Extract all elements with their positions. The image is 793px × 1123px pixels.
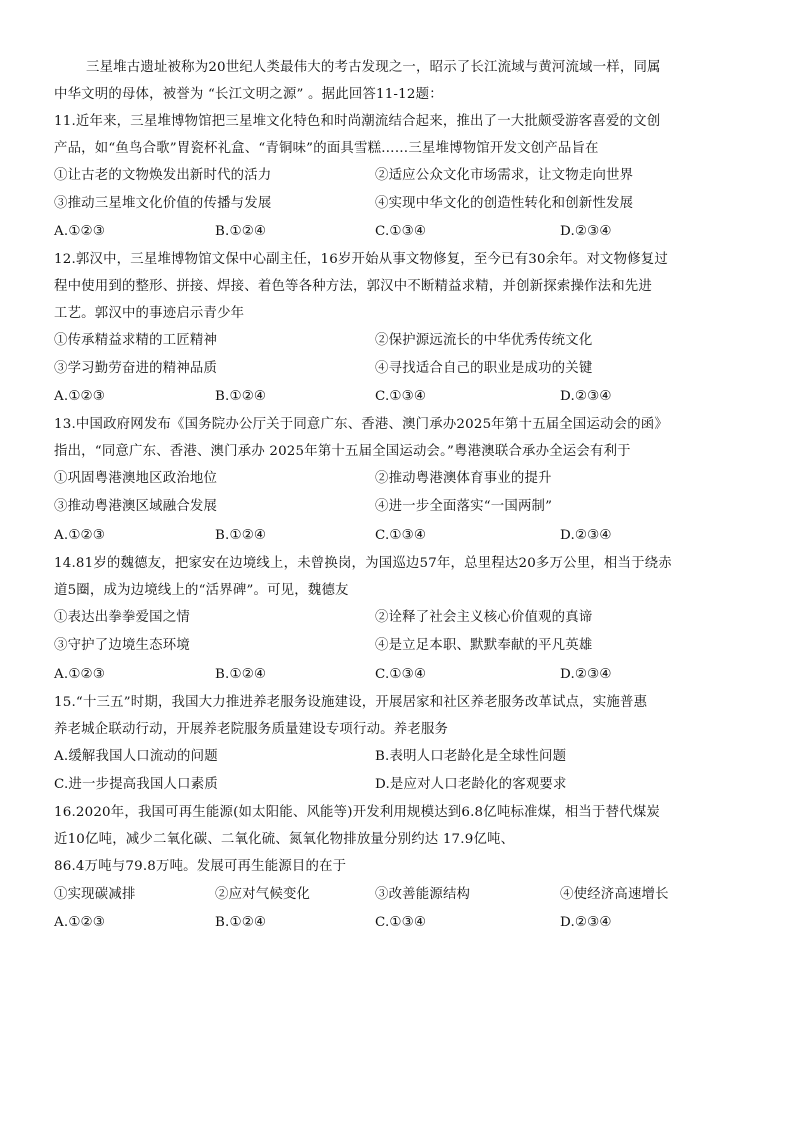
q12-option-d: D.②③④ — [560, 389, 612, 404]
q14-option-c: C.①③④ — [375, 667, 427, 682]
q14-option-a: A.①②③ — [54, 667, 105, 682]
q13-item-1: ①巩固粤港澳地区政治地位 — [54, 471, 218, 486]
q11-item-1: ①让古老的文物焕发出新时代的活力 — [54, 168, 272, 183]
q14-option-b: B.①②④ — [215, 667, 267, 682]
q12-option-b: B.①②④ — [215, 389, 267, 404]
q14-stem-2: 道5圈，成为边境线上的“活界碑”。可见，魏德友 — [54, 583, 349, 598]
q12-item-4: ④寻找适合自己的职业是成功的关键 — [375, 361, 593, 376]
q12-stem-3: 工艺。郭汉中的事迹启示青少年 — [54, 306, 245, 321]
q12-option-c: C.①③④ — [375, 389, 427, 404]
q15-choice-b: B.表明人口老龄化是全球性问题 — [375, 749, 567, 764]
q13-stem-1: 13.中国政府网发布《国务院办公厅关于同意广东、香港、澳门承办2025年第十五届全国运动会的函》 — [54, 417, 668, 432]
intro-line-2: 中华文明的母体，被誉为 “长江文明之源” 。据此回答11-12题： — [54, 87, 443, 102]
q16-option-c: C.①③④ — [375, 915, 427, 930]
q12-item-3: ③学习勤劳奋进的精神品质 — [54, 361, 218, 376]
q11-option-d: D.②③④ — [560, 224, 612, 239]
q16-stem-1: 16.2020年，我国可再生能源(如太阳能、风能等)开发利用规模达到6.8亿吨标准煤，相当于替代煤炭 — [54, 805, 660, 820]
q16-item-4: ④使经济高速增长 — [560, 887, 669, 902]
intro-line-1: 三星堆古遗址被称为20世纪人类最伟大的考古发现之一，昭示了长江流域与黄河流域一样，同属 — [86, 60, 661, 75]
q14-option-d: D.②③④ — [560, 667, 612, 682]
q11-option-a: A.①②③ — [54, 224, 105, 239]
q11-option-b: B.①②④ — [215, 224, 267, 239]
q13-option-c: C.①③④ — [375, 528, 427, 543]
q12-option-a: A.①②③ — [54, 389, 105, 404]
q16-stem-3: 86.4万吨与79.8万吨。发展可再生能源目的在于 — [54, 859, 347, 874]
q16-option-d: D.②③④ — [560, 915, 612, 930]
q12-item-1: ①传承精益求精的工匠精神 — [54, 333, 218, 348]
q16-option-a: A.①②③ — [54, 915, 105, 930]
q13-option-b: B.①②④ — [215, 528, 267, 543]
q14-item-2: ②诠释了社会主义核心价值观的真谛 — [375, 610, 593, 625]
q11-item-3: ③推动三星堆文化价值的传播与发展 — [54, 196, 272, 211]
q15-stem-1: 15.“十三五”时期，我国大力推进养老服务设施建设，开展居家和社区养老服务改革试点，实施普惠 — [54, 695, 648, 710]
q11-stem-2: 产品，如“鱼鸟合歌”胃瓷杯礼盒、“青铜味”的面具雪糕……三星堆博物馆开发文创产品旨在 — [54, 141, 599, 156]
q11-item-2: ②适应公众文化市场需求，让文物走向世界 — [375, 168, 634, 183]
q14-item-4: ④是立足本职、默默奉献的平凡英雄 — [375, 638, 593, 653]
q12-stem-1: 12.郭汉中，三星堆博物馆文保中心副主任，16岁开始从事文物修复，至今已有30余年。对文物修复过 — [54, 252, 668, 267]
q16-item-2: ②应对气候变化 — [215, 887, 311, 902]
q15-choice-c: C.进一步提高我国人口素质 — [54, 777, 218, 792]
q15-choice-a: A.缓解我国人口流动的问题 — [54, 749, 218, 764]
q16-item-3: ③改善能源结构 — [375, 887, 471, 902]
q14-stem-1: 14.81岁的魏德友，把家安在边境线上，未曾换岗，为国巡边57年，总里程达20多万公里，相当于绕赤 — [54, 556, 672, 571]
q14-item-3: ③守护了边境生态环境 — [54, 638, 190, 653]
q11-stem-1: 11.近年来，三星堆博物馆把三星堆文化特色和时尚潮流结合起来，推出了一大批颇受游客喜爱的文创 — [54, 114, 661, 129]
q13-option-a: A.①②③ — [54, 528, 105, 543]
q16-item-1: ①实现碳减排 — [54, 887, 136, 902]
q13-item-2: ②推动粤港澳体育事业的提升 — [375, 471, 552, 486]
q14-item-1: ①表达出拳拳爱国之情 — [54, 610, 190, 625]
q15-stem-2: 养老城企联动行动，开展养老院服务质量建设专项行动。养老服务 — [54, 722, 449, 737]
q11-item-4: ④实现中华文化的创造性转化和创新性发展 — [375, 196, 634, 211]
q11-option-c: C.①③④ — [375, 224, 427, 239]
q13-stem-2: 指出，“同意广东、香港、澳门承办 2025年第十五届全国运动会。”粤港澳联合承办全运会有利于 — [54, 444, 631, 459]
q15-choice-d: D.是应对人口老龄化的客观要求 — [375, 777, 567, 792]
q13-option-d: D.②③④ — [560, 528, 612, 543]
q16-option-b: B.①②④ — [215, 915, 267, 930]
q13-item-4: ④进一步全面落实“一国两制” — [375, 499, 553, 514]
q13-item-3: ③推动粤港澳区域融合发展 — [54, 499, 218, 514]
q12-stem-2: 程中使用到的整形、拼接、焊接、着色等各种方法，郭汉中不断精益求精，并创新探索操作法和先进 — [54, 279, 652, 294]
q12-item-2: ②保护源远流长的中华优秀传统文化 — [375, 333, 593, 348]
q16-stem-2: 近10亿吨，减少二氧化碳、二氧化硫、氮氧化物排放量分别约达 17.9亿吨、 — [54, 832, 515, 847]
